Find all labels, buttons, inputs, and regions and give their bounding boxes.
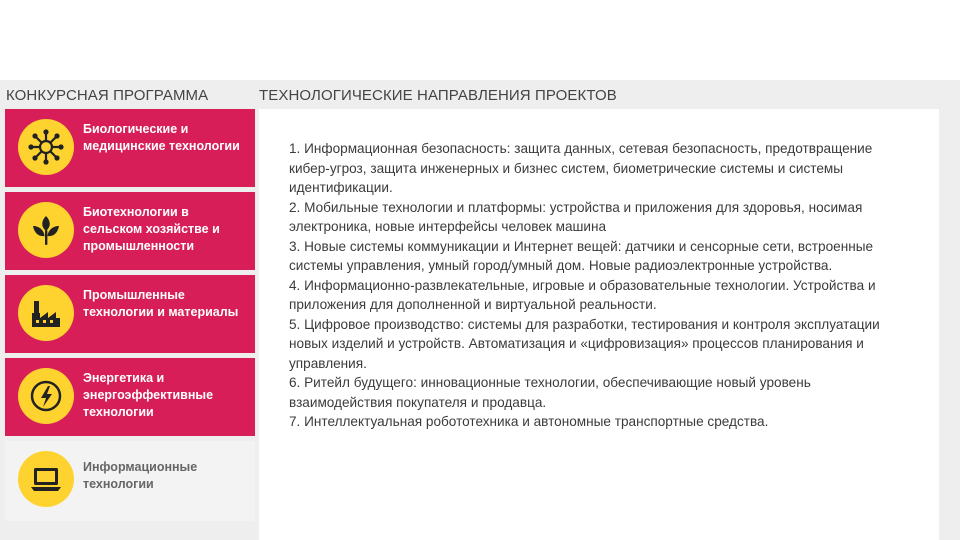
- direction-item: 3. Новые системы коммуникации и Интернет вещей: датчики и сенсорные сети, встроенные системы управления, умный город/умный дом. Новые радиоэлектронные устройства.: [289, 238, 874, 273]
- computer-icon: [18, 451, 74, 507]
- category-item-agro-biotech[interactable]: [5, 192, 255, 270]
- directions-text: [289, 139, 909, 432]
- category-label: Информационные технологии: [83, 460, 198, 491]
- factory-icon: [18, 285, 74, 341]
- category-item-bio-medical[interactable]: [5, 109, 255, 187]
- energy-icon: [18, 368, 74, 424]
- category-item-it[interactable]: [5, 441, 255, 521]
- direction-item: 4. Информационно-развлекательные, игровые и образовательные технологии. Устройства и приложения для дополненной и виртуальной реальности.: [289, 277, 876, 312]
- category-label: Биотехнологии в сельском хозяйстве и промышленности: [83, 205, 220, 253]
- tech-directions-heading: ТЕХНОЛОГИЧЕСКИЕ НАПРАВЛЕНИЯ ПРОЕКТОВ: [259, 87, 617, 104]
- category-label: Промышленные технологии и материалы: [83, 288, 239, 319]
- category-item-industrial[interactable]: [5, 275, 255, 353]
- category-item-energy[interactable]: [5, 358, 255, 436]
- direction-item: 7. Интеллектуальная робототехника и автономные транспортные средства.: [289, 414, 769, 429]
- direction-item: 2. Мобильные технологии и платформы: устройства и приложения для здоровья, носимая электроника, новые интерфейсы человек машина: [289, 199, 863, 234]
- direction-item: 1. Информационная безопасность: защита данных, сетевая безопасность, предотвращение кибер-угроз, защита инженерных и бизнес систем, биометрические системы и системы идентификации.: [289, 141, 873, 195]
- plant-icon: [18, 202, 74, 258]
- category-label: Энергетика и энергоэффективные технологии: [83, 371, 214, 419]
- molecule-icon: [18, 119, 74, 175]
- direction-item: 6. Ритейл будущего: инновационные технологии, обеспечивающие новый уровень взаимодействия покупателя и продавца.: [289, 375, 811, 410]
- category-list: [5, 109, 255, 526]
- competition-program-heading: КОНКУРСНАЯ ПРОГРАММА: [6, 87, 209, 104]
- category-label: Биологические и медицинские технологии: [83, 122, 240, 153]
- directions-panel: [259, 109, 939, 540]
- direction-item: 5. Цифровое производство: системы для разработки, тестирования и контроля эксплуатации новых изделий и устройств. Автоматизация и «цифровизация» процессов планирования и управления.: [289, 316, 880, 371]
